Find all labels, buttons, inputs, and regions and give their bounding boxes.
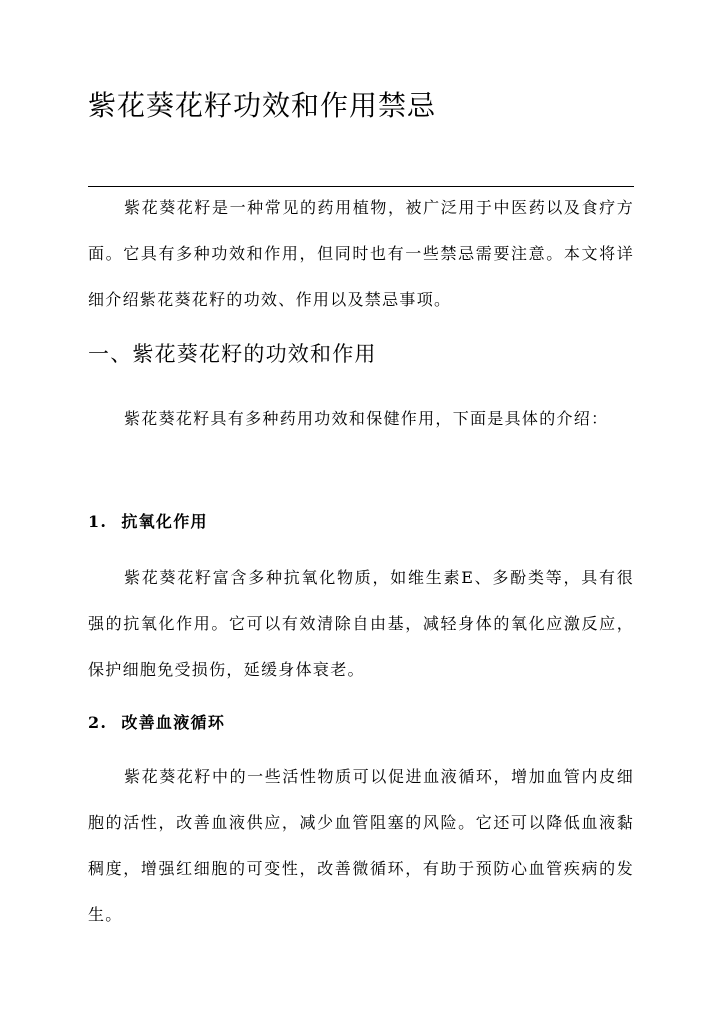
subheading-label: 抗氧化作用	[121, 512, 208, 531]
subheading-circulation	[88, 710, 225, 733]
subheading-label: 改善血液循环	[121, 713, 226, 732]
antioxidant-paragraph: 紫花葵花籽富含多种抗氧化物质，如维生素E、多酚类等，具有很强的抗氧化作用。它可以有效清除自由基，减轻身体的氧化应激反应，保护细胞免受损伤，延缓身体衰老。	[88, 568, 634, 679]
section-heading: 一、紫花葵花籽的功效和作用	[88, 342, 377, 366]
intro-paragraph: 紫花葵花籽是一种常见的药用植物，被广泛用于中医药以及食疗方面。它具有多种功效和作用，但同时也有一些禁忌需要注意。本文将详细介绍紫花葵花籽的功效、作用以及禁忌事项。	[88, 198, 634, 309]
section-intro-paragraph: 紫花葵花籽具有多种药用功效和保健作用，下面是具体的介绍：	[124, 409, 609, 428]
circulation-paragraph: 紫花葵花籽中的一些活性物质可以促进血液循环，增加血管内皮细胞的活性，改善血液供应，减少血管阻塞的风险。它还可以降低血液黏稠度，增强红细胞的可变性，改善微循环，有助于预防心血管疾病的发生。	[88, 767, 634, 924]
subheading-antioxidant	[88, 509, 208, 532]
page-title: 紫花葵花籽功效和作用禁忌	[88, 89, 437, 122]
subheading-number: 1.	[88, 512, 108, 531]
subheading-number: 2.	[88, 713, 108, 732]
